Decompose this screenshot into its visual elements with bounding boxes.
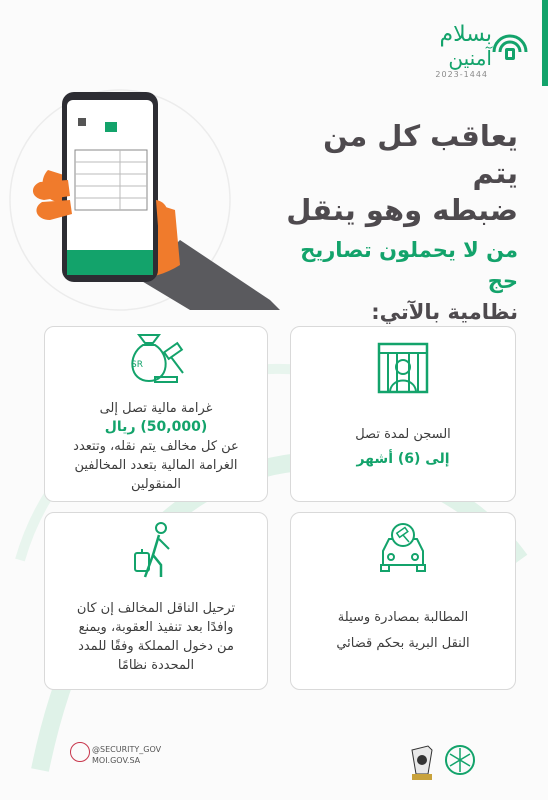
social-icons — [70, 742, 90, 762]
headline — [268, 118, 518, 327]
footer-site[interactable]: MOI.GOV.SA — [92, 756, 141, 765]
phone-hand-illustration — [30, 90, 280, 310]
brand-logo — [402, 22, 530, 80]
prison-line2: إلى (6) أشهر — [356, 451, 450, 467]
footer-handle[interactable]: @SECURITY_GOV — [92, 745, 162, 754]
card-prison — [290, 326, 516, 502]
brand-line1: بسلام — [439, 22, 492, 47]
deport-line4: المحددة نظامًا — [117, 658, 195, 673]
headline-line1: يعاقب كل من يتم — [323, 119, 518, 190]
deport-line2: وافدًا بعد تنفيذ العقوبة، ويمنع — [78, 620, 234, 635]
confiscate-line1: المطالبة بمصادرة وسيلة — [337, 610, 469, 625]
deport-line3: من دخول المملكة وفقًا للمدد — [78, 639, 234, 654]
footer-contact — [92, 744, 161, 766]
car-gavel-icon — [373, 521, 433, 577]
fine-line1: غرامة مالية تصل إلى — [99, 401, 213, 416]
money-bag-gavel-icon — [125, 333, 189, 385]
brand-line2: آمنين — [448, 46, 492, 70]
card-deport — [44, 512, 268, 690]
card-fine — [44, 326, 268, 502]
deport-line1: ترحيل الناقل المخالف إن كان — [76, 601, 236, 616]
card-confiscate — [290, 512, 516, 690]
fine-line4: الغرامة المالية بتعدد المخالفين — [74, 458, 238, 473]
headline-line4: نظامية بالآتي: — [371, 300, 518, 324]
headline-line3: من لا يحملون تصاريح حج — [300, 238, 518, 293]
fine-amount: (50,000) ريال — [104, 419, 208, 435]
confiscate-line2: النقل البرية بحكم قضائي — [336, 636, 470, 651]
traveler-icon — [131, 521, 181, 579]
government-emblems — [406, 740, 478, 782]
accent-bar — [542, 0, 548, 86]
prison-line1: السجن لمدة تصل — [355, 427, 451, 442]
headline-line2: ضبطه وهو ينقل — [286, 193, 518, 227]
brand-year: 2023-1444 — [435, 70, 488, 79]
brand-symbol-icon — [490, 26, 530, 66]
fine-line3: عن كل مخالف يتم نقله، وتتعدد — [73, 439, 239, 454]
prison-bars-icon — [376, 341, 430, 395]
bag-label: SR — [131, 360, 143, 370]
fine-line5: المنقولين — [130, 477, 182, 492]
